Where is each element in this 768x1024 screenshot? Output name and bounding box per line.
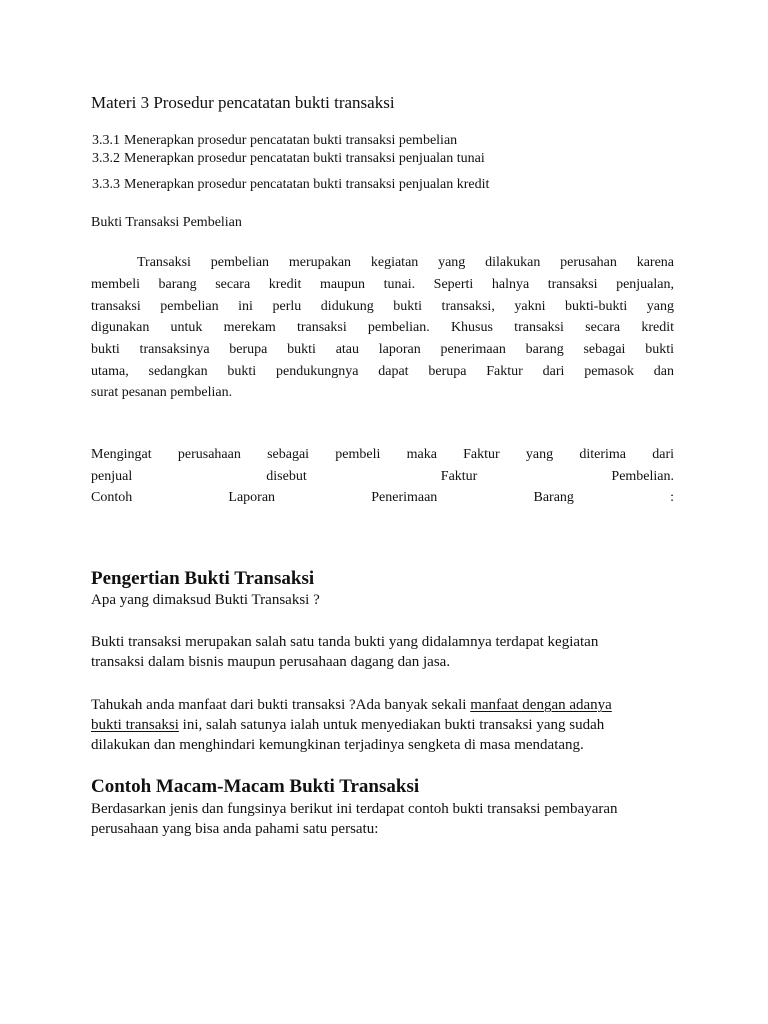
text-run: Tahukah anda manfaat dari bukti transaksi ?Ada banyak sekali bbox=[91, 697, 471, 713]
toc-number: 3.3.3 bbox=[92, 177, 120, 192]
heading-pengertian: Pengertian Bukti Transaksi bbox=[91, 568, 315, 589]
paragraph-line: transaksi dalam bisnis maupun perusahaan dagang dan jasa. bbox=[91, 654, 451, 670]
paragraph-line: Bukti transaksi merupakan salah satu tanda bukti yang didalamnya terdapat kegiatan bbox=[91, 634, 599, 650]
paragraph-line: digunakan untuk merekam transaksi pembelian. Khusus transaksi secara kredit bbox=[91, 320, 674, 335]
paragraph-line: dilakukan dan menghindari kemungkinan terjadinya sengketa di masa mendatang. bbox=[91, 737, 584, 753]
toc-number: 3.3.1 bbox=[92, 133, 120, 148]
toc-item bbox=[92, 151, 485, 167]
toc-item bbox=[92, 177, 489, 193]
paragraph-line bbox=[91, 715, 604, 735]
materi-title: Materi 3 Prosedur pencatatan bukti transaksi bbox=[91, 93, 395, 112]
paragraph-line: utama, sedangkan bukti pendukungnya dapat berupa Faktur dari pemasok dan bbox=[91, 364, 674, 379]
paragraph-line: Transaksi pembelian merupakan kegiatan yang dilakukan perusahan karena bbox=[137, 255, 674, 270]
paragraph-line: Contoh Laporan Penerimaan Barang : bbox=[91, 490, 674, 505]
paragraph-line: bukti transaksinya berupa bukti atau laporan penerimaan barang sebagai bukti bbox=[91, 342, 674, 357]
paragraph-line: membeli barang secara kredit maupun tunai. Seperti halnya transaksi penjualan, bbox=[91, 277, 674, 292]
section-title-pembelian: Bukti Transaksi Pembelian bbox=[91, 215, 242, 230]
paragraph-line bbox=[91, 695, 612, 715]
text-run: ini, salah satunya ialah untuk menyediakan bukti transaksi yang sudah bbox=[178, 717, 605, 733]
toc-text: Menerapkan prosedur pencatatan bukti transaksi pembelian bbox=[124, 133, 458, 148]
toc-item bbox=[92, 133, 457, 149]
paragraph-line: Berdasarkan jenis dan fungsinya berikut ini terdapat contoh bukti transaksi pembayaran bbox=[91, 801, 618, 817]
paragraph-line: penjual disebut Faktur Pembelian. bbox=[91, 469, 674, 484]
toc-number: 3.3.2 bbox=[92, 151, 120, 166]
toc-text: Menerapkan prosedur pencatatan bukti transaksi penjualan tunai bbox=[124, 151, 485, 166]
paragraph-line: perusahaan yang bisa anda pahami satu persatu: bbox=[91, 821, 379, 837]
toc-text: Menerapkan prosedur pencatatan bukti transaksi penjualan kredit bbox=[124, 177, 490, 192]
heading-contoh: Contoh Macam-Macam Bukti Transaksi bbox=[91, 776, 420, 797]
paragraph-line: Mengingat perusahaan sebagai pembeli maka Faktur yang diterima dari bbox=[91, 447, 674, 462]
manfaat-link-continued[interactable]: bukti transaksi bbox=[91, 717, 179, 733]
paragraph-line: transaksi pembelian ini perlu didukung bukti transaksi, yakni bukti-bukti yang bbox=[91, 299, 674, 314]
manfaat-link[interactable]: manfaat dengan adanya bbox=[470, 697, 612, 713]
paragraph-line: surat pesanan pembelian. bbox=[91, 385, 233, 400]
question-text: Apa yang dimaksud Bukti Transaksi ? bbox=[91, 592, 320, 608]
